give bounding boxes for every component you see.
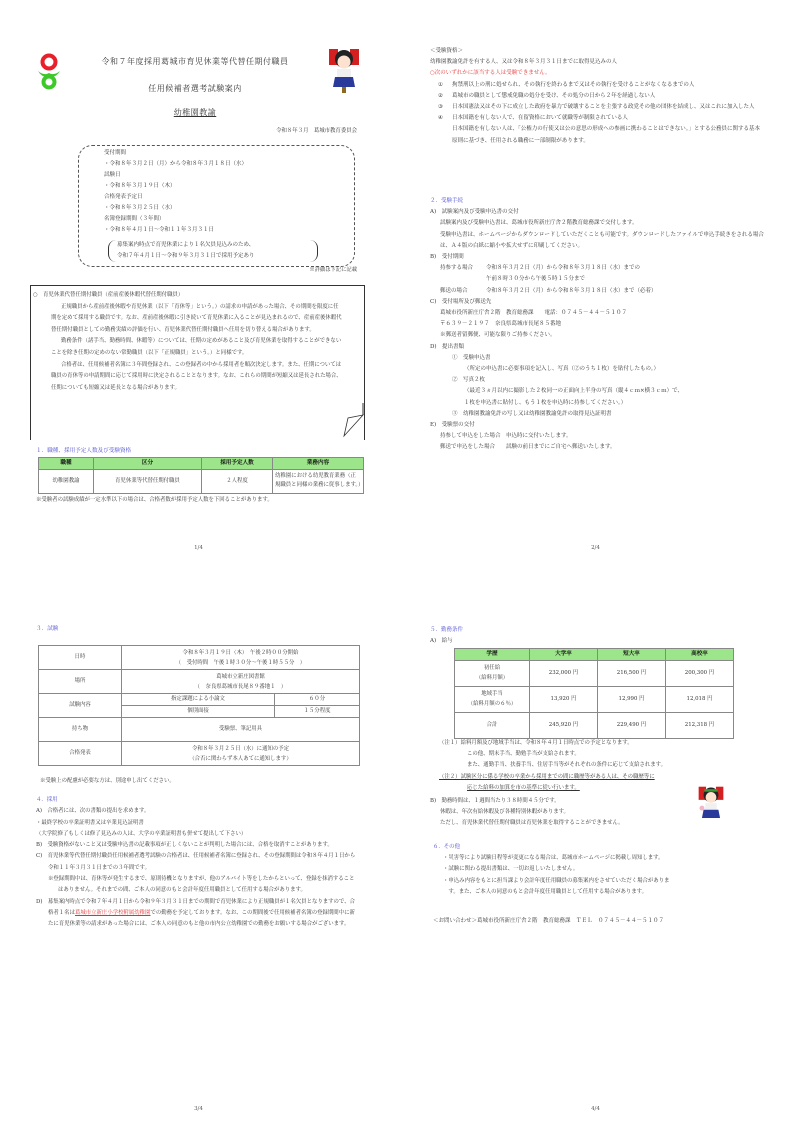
schedule-line: 受付期間: [104, 150, 127, 156]
schedule-line: ・令和８年３月２日（月）から令和８年３月１８日（水）: [104, 161, 248, 167]
period-row: 郵送の場合 令和８年３月２日（月）から令和８年３月１８日（水）まで（必着）: [440, 287, 657, 294]
section5-a-title: A) 給与: [430, 638, 453, 644]
schedule-note: ※詳細は下記に記載: [309, 267, 357, 273]
cell: 12,990 円: [598, 686, 666, 712]
qualification-text: 幼稚園教諭免許を有する人、又は令和８年３月３１日までに取得見込みの人: [430, 59, 618, 66]
table-row: [455, 712, 734, 738]
section2-e-title: E) 受験票の交付: [430, 422, 475, 429]
row-label: 日時: [39, 646, 122, 670]
section2-heading: ２．受験手続: [430, 198, 464, 204]
page-2: [397, 0, 794, 561]
positions-table: [38, 457, 364, 494]
document-detail: （最近３ヵ月以内に撮影した２枚同一の正面向上半身の写真（縦４ｃｍ×横３ｃｍ）で、: [464, 388, 684, 395]
row-label: 初任給 （給料月額）: [455, 660, 530, 686]
section1-note: ※受験者の試験成績が一定水準以下の場合は、合格者数が採用予定人数を下回ることがあります。: [36, 497, 273, 503]
section4-a-item: ・最終学校の卒業証明書又は卒業見込証明書: [36, 819, 144, 826]
table-row: [455, 686, 734, 712]
col-header: 区分: [94, 458, 202, 470]
row-label: 場所: [39, 670, 122, 694]
other-item: ・試験に関わる提出書類は、一切お返しいたしません。: [443, 866, 579, 873]
period-row: 持参する場合 令和８年３月２日（月）から令和８年３月１８日（水）までの: [440, 265, 641, 272]
table-row: [39, 742, 360, 766]
cell: 245,920 円: [530, 712, 598, 738]
note2-line: （注２）試験区分に係る学校の卒業から採用までの間に職歴等がある人は、その職歴等に: [439, 773, 655, 780]
section3-note: ※受験上の配慮が必要な方は、別途申し出てください。: [40, 778, 175, 784]
section4-b: B) 受験資格がないこと又は受験申込書の記載事項が正しくないことが判明した場合には、合格を取消すことがあります。: [36, 842, 333, 849]
section2-c-title: C) 受付場所及び郵送先: [430, 298, 492, 305]
document-item: ① 受験申込書: [452, 354, 491, 361]
col-header: 採用予定人数: [202, 458, 273, 470]
cell: 13,920 円: [530, 686, 598, 712]
mascot-character-icon: [327, 45, 361, 95]
section2-a-line: 試験案内及び受験申込書は、葛城市役所新庄庁舎２階教育総務課で交付します。: [440, 220, 638, 227]
schedule-line: ・令和８年３月１９日（木）: [104, 183, 176, 189]
section2: [430, 196, 765, 454]
schedule-bracket: [108, 240, 318, 262]
section1-heading: １．職種、採用予定人数及び受験資格: [36, 448, 132, 454]
job-title: 幼稚園教諭: [173, 108, 217, 117]
document-item: ② 写真２枚: [452, 377, 486, 384]
page-1: [0, 0, 397, 561]
address-line: 〒６３９－２１９７ 奈良県葛城市長尾８５番地: [440, 321, 562, 328]
section2-a-title: A) 試験案内及び受験申込書の交付: [430, 209, 519, 216]
section2-a-line: 受験申込書は、ホームページからダウンロードしていただくことも可能です。ダウンロードしたファイルで申込手続きをされる場合は、Ａ４版の白紙に縮小や拡大せずに印刷してください。: [440, 231, 764, 249]
schedule-line: ・令和８年４月１日～令和１１年３月３１日: [104, 227, 215, 233]
col-header: 職種: [39, 458, 94, 470]
section4-c-note: ※登録期間中は、育休等が発生するまで、原則待機となりますが、他のアルバイト等をしたからといって、登録を抹消することはありません。それまでの間、ご本人の同意のもと会計年度任用職員として任用する場合があります。: [48, 876, 355, 894]
disqualified-heading: ○次のいずれかに該当する人は受験できません。: [430, 70, 551, 77]
section4-c: C) 育児休業等代替任期付職員任用候補者選考試験の合格者は、任用候補者名簿に登録され、その登録期間は令和８年４月１日から令和１１年３月３１日までの３年間です。: [36, 853, 356, 871]
other-item: ・申込み内容をもとに担当課より会計年度任用職員の募集案内をさせていただく場合がありま: [443, 877, 670, 884]
document-item: ③ 幼稚園教諭免許の写し又は幼稚園教諭免許の取得見込証明書: [452, 410, 612, 417]
schedule-line: 合格発表予定日: [104, 194, 143, 200]
doc-title-line2: 任用候補者選考試験案内: [148, 84, 242, 93]
period-row: 午前８時３０分から午後５時１５分まで: [486, 276, 586, 283]
note1-line: この他、期末手当、勤勉手当が支給されます。: [467, 751, 580, 758]
page-4: [397, 561, 794, 1122]
col-header: 業務内容: [273, 458, 364, 470]
address-line: ※郵送者留郵便、可能な限りご持参ください。: [440, 332, 556, 339]
row-label: 合計: [455, 712, 530, 738]
row-value: ６０分: [275, 694, 360, 706]
section5-b-line: ただし、育児休業代替任期付職員は育児休業を取得することができません。: [440, 820, 624, 827]
section5-header: [430, 625, 463, 647]
schedule-list: [104, 148, 247, 236]
document-detail: １枚を申込書に貼付し、もう１枚を申込時に持参してください。）: [464, 399, 627, 406]
section4-a: A) 合格者には、次の書類の提出を求めます。: [36, 808, 150, 815]
table-row: [39, 694, 360, 706]
page-number: 3/4: [194, 1106, 203, 1113]
other-item: す。また、ご本人の同意のもと会計年度任用職員として任用する場合があります。: [443, 888, 647, 895]
schedule-line: 試験日: [104, 172, 121, 178]
section2-b-title: B) 受付期間: [430, 254, 464, 261]
page-number: 1/4: [194, 545, 203, 552]
address-line: 葛城市役所新庄庁舎２階 教育総務課 電話：０７４５－４４－５１０７: [440, 310, 628, 317]
bracket-line: 令和７年４月１日～令和９年３月３１日で採用予定あり: [117, 252, 255, 259]
page-number: 2/4: [591, 545, 600, 552]
contact-line: ＜お問い合わせ＞葛城市役所新庄庁舎２階 教育総務課 ＴＥＬ ０７４５－４４－５１０７: [433, 918, 665, 924]
col-header: 高校卒: [666, 649, 734, 661]
qualification-heading: ＜受験資格＞: [430, 48, 464, 54]
mascot-character-icon: [697, 783, 725, 825]
salary-table: [454, 648, 734, 739]
city-logo-icon: [36, 52, 62, 90]
row-value: 指定課題による小論文: [122, 694, 275, 706]
cell: 12,018 円: [666, 686, 734, 712]
school-name-link: 葛城市立新庄小学校附属幼稚園: [74, 909, 151, 916]
table-row: [39, 646, 360, 670]
section5-b-title: B) 勤務時間は、１週間当たり３８時間４５分です。: [430, 798, 560, 804]
section6-heading: ６．その他: [433, 844, 460, 850]
note1-line: また、通勤手当、扶養手当、住居手当等がそれぞれの条件に応じて支給されます。: [467, 762, 667, 769]
section5-heading: ５．勤務条件: [430, 627, 464, 633]
cell: 育児休業等代替任期付職員: [94, 469, 202, 493]
page-number: 4/4: [591, 1106, 600, 1113]
section4-d: D) 募集案内時点で令和７年４月１日から令和９年３月３１日までの期間で育児休業により正規職員が１名欠員となりますので、合格者１名は葛城市立新庄小学校附属幼稚園での勤務を予定しております。なお、この期間後で任用候補者名簿の登録期間中に新たに育児休業等の請求があった場合には、ご本人の同意のもと他の市内公立幼稚園での勤務をお願いする場合がございます。: [36, 898, 355, 928]
cell: 232,000 円: [530, 660, 598, 686]
row-value: 葛城市立新庄図書館 （ 奈良県葛城市長尾８９番地１ ）: [122, 670, 360, 694]
exam-table: [38, 645, 360, 766]
row-value: 令和８年３月１９日（木） 午後２時００分開始 （ 受付時間 午後１時３０分～午後１時５５分 ）: [122, 646, 360, 670]
bracket-line: 募集案内時点で育児休業により１名欠員見込みのため、: [117, 242, 255, 248]
ticket-line: 持参して申込をした場合 申込時に交付いたします。: [440, 433, 572, 440]
info-paragraph: 正規職員から産前産後休暇や育児休業（以下「育休等」という。）の請求の申請があった場合、その期間を限度に任期を定めて採用する職員です。なお、産前産後休暇に引き続いて育児休業に入ることが見込まれるので、産前産後休暇代替任期付職員としての勤務実績の評価を行い、育児休業代替任期付職員へ任用を切り替える場合があります。: [51, 303, 342, 333]
disqualified-item: ② 葛城市の職員として懲戒免職の処分を受け、その処分の日から２年を経過しない人: [438, 92, 656, 99]
section2-d-title: D) 提出書類: [430, 343, 465, 350]
table-row: [39, 469, 364, 493]
table-row: [455, 660, 734, 686]
info-box-content: [33, 290, 343, 394]
cell: 216,500 円: [598, 660, 666, 686]
cell: 212,318 円: [666, 712, 734, 738]
info-heading: ○ 育児休業代替任期付職員（産前産後休暇代替任期付職員）: [33, 292, 184, 298]
disqualified-item: ④ 日本国籍を有しない人で、在留資格において就職等が制限されている人: [438, 115, 628, 122]
section5-b-line: 休暇は、年次有給休暇及び各種特別休暇があります。: [440, 809, 569, 816]
row-label: 地域手当 （給料月額の６％）: [455, 686, 530, 712]
doc-title-line1: 令和７年度採用葛城市育児休業等代替任期付職員: [101, 57, 289, 66]
col-header: 学歴: [455, 649, 530, 661]
disqualified-item: ① 拘禁刑以上の刑に処せられ、その執行を終わるまで又はその執行を受けることがなくなるまでの人: [438, 81, 695, 88]
cell: 200,300 円: [666, 660, 734, 686]
cell: 幼稚園における幼児教育業務（正規職員と同様の業務に従事します。）: [273, 469, 364, 493]
cell: 幼稚園教諭: [39, 469, 94, 493]
section4-a-note: （大学院修了もしくは修了見込みの人は、大学の卒業証明書も併せて提出して下さい）: [36, 830, 247, 837]
qualification-block: [430, 46, 765, 147]
page-3: [0, 561, 397, 1122]
col-header: 大学卒: [530, 649, 598, 661]
info-paragraph: 合格者は、任用候補者名簿に３年間登録され、この登録者の中から採用者を順次決定します。また、任期については職員の育休等の申請期間に応じて採用時に決定されることとなります。なお、これらの期間が短縮又は延長された場合、任期についても短縮又は延長となる場合があります。: [51, 361, 342, 391]
section3-heading: ３．試験: [36, 626, 59, 632]
section4-heading: ４．採用: [36, 797, 58, 803]
info-paragraph: 勤務条件（諸手当、勤務時間、休暇等）については、任期の定めがあること及び育児休業を取得することができないことを除き任期の定めのない常勤職員（以下「正規職員」という。）と同様です。: [51, 338, 342, 356]
col-header: 短大卒: [598, 649, 666, 661]
row-value: 令和８年３月２５日（水）に通知の予定 （合否に関わらず本人あてに通知します）: [122, 742, 360, 766]
row-value: 個別面接: [122, 706, 275, 718]
section6: [433, 842, 773, 898]
row-label: 試験内容: [39, 694, 122, 718]
cell: ２人程度: [202, 469, 273, 493]
table-row: [39, 670, 360, 694]
schedule-line: 名簿登録期間（３年間）: [104, 216, 165, 222]
ticket-line: 郵送で申込をした場合 試験の前日までにご自宅へ郵送いたします。: [440, 444, 616, 451]
section4: [36, 795, 358, 931]
note1-line: （注１）給料月額及び地域手当は、令和８年４月１日時点での予定となります。: [439, 740, 633, 746]
row-value: 受験票、筆記用具: [122, 718, 360, 742]
schedule-line: ・令和８年３月２５日（水）: [104, 205, 176, 211]
issuer-line: 令和８年３月 葛城市教育委員会: [276, 128, 357, 134]
note2-line: 応じた給料の加算を市の基準に従い行います。: [467, 784, 580, 791]
nationality-note: 日本国籍を有しない人は、「公権力の行使又は公の意思の形成への参画に携わることはできない。」とする公務員に関する基本原則に基づき、任用される職務に一部制限があります。: [452, 126, 761, 144]
document-detail: （所定の申込書に必要事項を記入し、写真（②のうち１枚）を貼付したもの。）: [464, 366, 660, 373]
cell: 229,490 円: [598, 712, 666, 738]
row-value: １５分程度: [275, 706, 360, 718]
other-item: ・災害等により試験日程等が変更になる場合は、葛城市ホームページに掲載し周知します。: [443, 855, 664, 862]
row-label: 持ち物: [39, 718, 122, 742]
table-row: [39, 718, 360, 742]
page-curl-icon: [340, 403, 364, 439]
disqualified-item: ③ 日本国憲法又はその下に成立した政府を暴力で破壊することを主張する政党その他の団体を結成し、又はこれに加入した人: [438, 104, 755, 111]
row-label: 合格発表: [39, 742, 122, 766]
